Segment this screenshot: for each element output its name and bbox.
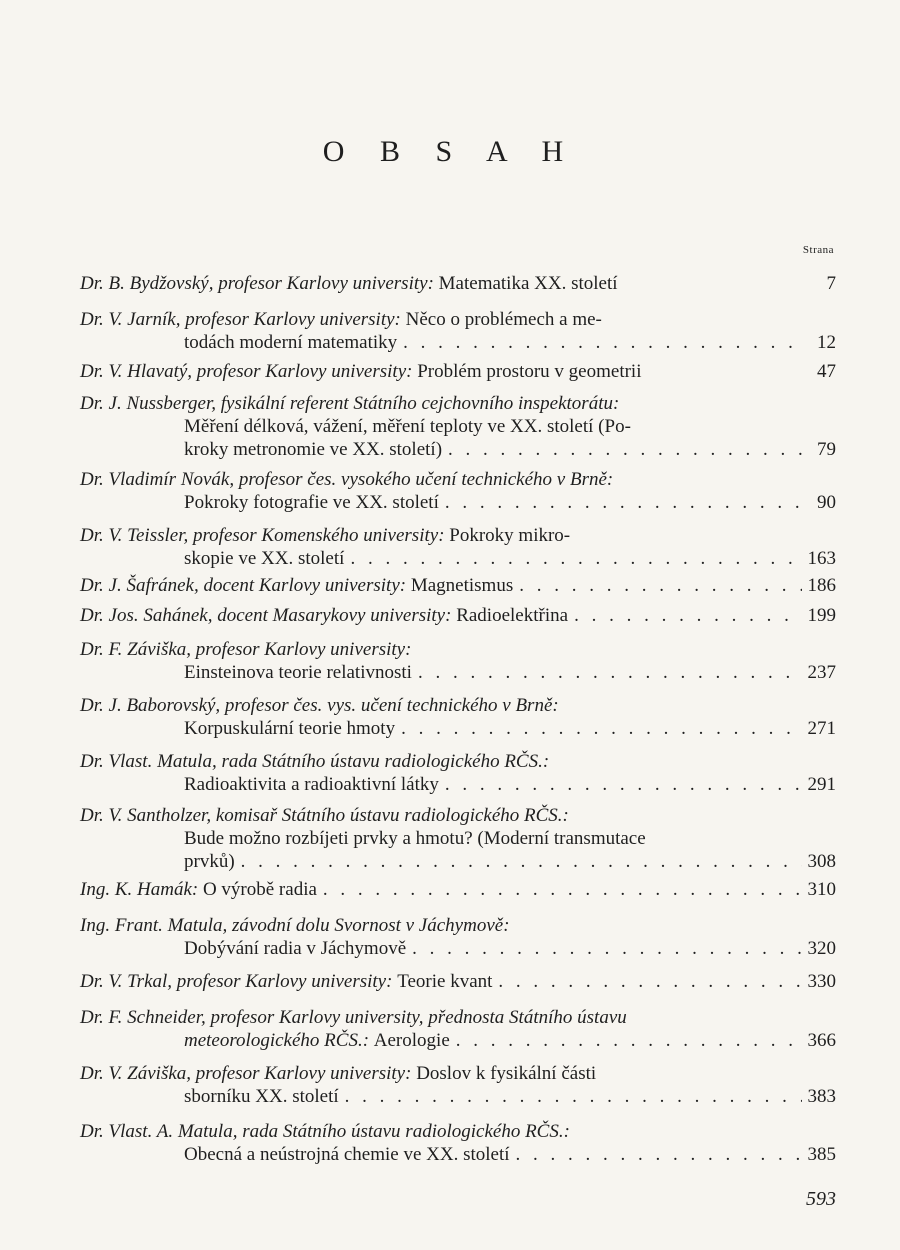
toc-entry: [80, 392, 836, 461]
entry-page: 12: [817, 332, 836, 353]
dot-leader: [519, 574, 801, 597]
toc-entry: [80, 574, 836, 597]
toc-entry: [80, 360, 836, 383]
entry-title: todách moderní matematiky: [184, 332, 398, 353]
entry-page: 385: [807, 1144, 836, 1165]
entry-title: Něco o problémech a me-: [405, 309, 602, 330]
toc-entry: [80, 468, 836, 514]
dot-leader: [323, 878, 802, 901]
entry-title: Bude možno rozbíjeti prvky a hmotu? (Moderní transmutace: [184, 828, 646, 849]
entry-title: Teorie kvant: [397, 971, 493, 992]
entry-author: Dr. F. Schneider, profesor Karlovy university, přednosta Státního ústavu: [80, 1007, 627, 1028]
entry-title: Problém prostoru v geometrii: [417, 361, 642, 382]
page-number: 593: [806, 1188, 836, 1210]
entry-page: 7: [826, 273, 836, 294]
dot-leader: [345, 1085, 802, 1108]
entry-author: Ing. Frant. Matula, závodní dolu Svornost v Jáchymově:: [80, 915, 510, 936]
entry-title: O výrobě radia: [202, 879, 317, 900]
entry-title: Doslov k fysikální části: [416, 1063, 597, 1084]
toc-entry: [80, 638, 836, 684]
entry-page: 308: [807, 851, 836, 872]
page-title: O B S A H: [322, 135, 578, 168]
dot-leader: [403, 331, 804, 354]
dot-leader: [445, 773, 802, 796]
entry-title: prvků): [184, 851, 235, 872]
dot-leader: [350, 547, 801, 570]
entry-author: Dr. F. Záviška, profesor Karlovy university:: [80, 639, 412, 660]
entry-title: Magnetismus: [410, 575, 514, 596]
dot-leader: [401, 717, 801, 740]
entry-author: Dr. B. Bydžovský, profesor Karlovy university:: [80, 273, 434, 294]
entry-author: Dr. J. Nussberger, fysikální referent Státního cejchovního inspektorátu:: [80, 393, 620, 414]
toc-entry: [80, 524, 836, 570]
toc-entry: [80, 694, 836, 740]
dot-leader: [445, 491, 804, 514]
toc-entry: [80, 1006, 836, 1052]
entry-author: Dr. Vlast. Matula, rada Státního ústavu radiologického RČS.:: [80, 751, 550, 772]
entry-page: 310: [807, 879, 836, 900]
toc-entry: [80, 878, 836, 901]
entry-page: 330: [807, 971, 836, 992]
entry-page: 90: [817, 492, 836, 513]
entry-title: Matematika XX. století: [438, 273, 618, 294]
entry-page: 163: [807, 548, 836, 569]
entry-title: Radioelektřina: [456, 605, 569, 626]
dot-leader: [456, 1029, 802, 1052]
entry-page: 79: [817, 439, 836, 460]
entry-author: Dr. J. Šafránek, docent Karlovy university:: [80, 575, 407, 596]
toc-entry: [80, 604, 836, 627]
toc-entry: [80, 1120, 836, 1166]
toc-entry: [80, 914, 836, 960]
entry-page: 47: [817, 361, 836, 382]
entry-title: Aerologie: [373, 1030, 450, 1051]
entry-author: Dr. V. Teissler, profesor Komenského university:: [80, 525, 445, 546]
toc-entry: [80, 272, 836, 295]
toc-entry: [80, 308, 836, 354]
entry-author: Dr. V. Trkal, profesor Karlovy university:: [80, 971, 393, 992]
toc-entry: [80, 970, 836, 993]
toc-entry: [80, 750, 836, 796]
entry-page: 237: [807, 662, 836, 683]
entry-page: 366: [807, 1030, 836, 1051]
entry-title: Pokroky mikro-: [449, 525, 571, 546]
entry-title: Einsteinova teorie relativnosti: [184, 662, 412, 683]
page-column-label: Strana: [802, 244, 834, 256]
entry-page: 291: [807, 774, 836, 795]
entry-title: sborníku XX. století: [184, 1086, 339, 1107]
dot-leader: [498, 970, 801, 993]
entry-author: Ing. K. Hamák:: [80, 879, 199, 900]
entry-author: Dr. V. Santholzer, komisař Státního ústavu radiologického RČS.:: [80, 805, 569, 826]
dot-leader: [418, 661, 802, 684]
entry-author: Dr. Vlast. A. Matula, rada Státního ústavu radiologického RČS.:: [80, 1121, 570, 1142]
dot-leader: [241, 850, 802, 873]
entry-title: skopie ve XX. století: [184, 548, 345, 569]
entry-page: 383: [807, 1086, 836, 1107]
entry-title: Měření délková, vážení, měření teploty ve XX. století (Po-: [184, 416, 631, 437]
entry-title: Dobývání radia v Jáchymově: [184, 938, 407, 959]
entry-author: Dr. Jos. Sahánek, docent Masarykovy university:: [80, 605, 452, 626]
entry-author: Dr. V. Hlavatý, profesor Karlovy university:: [80, 361, 413, 382]
entry-title: kroky metronomie ve XX. století): [184, 439, 443, 460]
entry-author: Dr. J. Baborovský, profesor čes. vys. učení technického v Brně:: [80, 695, 559, 716]
toc-entry: [80, 804, 836, 873]
entry-page: 271: [807, 718, 836, 739]
dot-leader: [574, 604, 801, 627]
entry-page: 186: [807, 575, 836, 596]
entry-title: Radioaktivita a radioaktivní látky: [184, 774, 439, 795]
entry-page: 320: [807, 938, 836, 959]
entry-author: Dr. V. Záviška, profesor Karlovy university:: [80, 1063, 412, 1084]
dot-leader: [448, 438, 804, 461]
dot-leader: [516, 1143, 802, 1166]
entry-author: Dr. Vladimír Novák, profesor čes. vysokého učení technického v Brně:: [80, 469, 614, 490]
entry-title: Pokroky fotografie ve XX. století: [184, 492, 439, 513]
entry-title: Obecná a neústrojná chemie ve XX. století: [184, 1144, 510, 1165]
entry-author: meteorologického RČS.:: [184, 1030, 370, 1051]
entry-author: Dr. V. Jarník, profesor Karlovy university:: [80, 309, 401, 330]
toc-entry: [80, 1062, 836, 1108]
entry-page: 199: [807, 605, 836, 626]
dot-leader: [412, 937, 801, 960]
entry-title: Korpuskulární teorie hmoty: [184, 718, 396, 739]
